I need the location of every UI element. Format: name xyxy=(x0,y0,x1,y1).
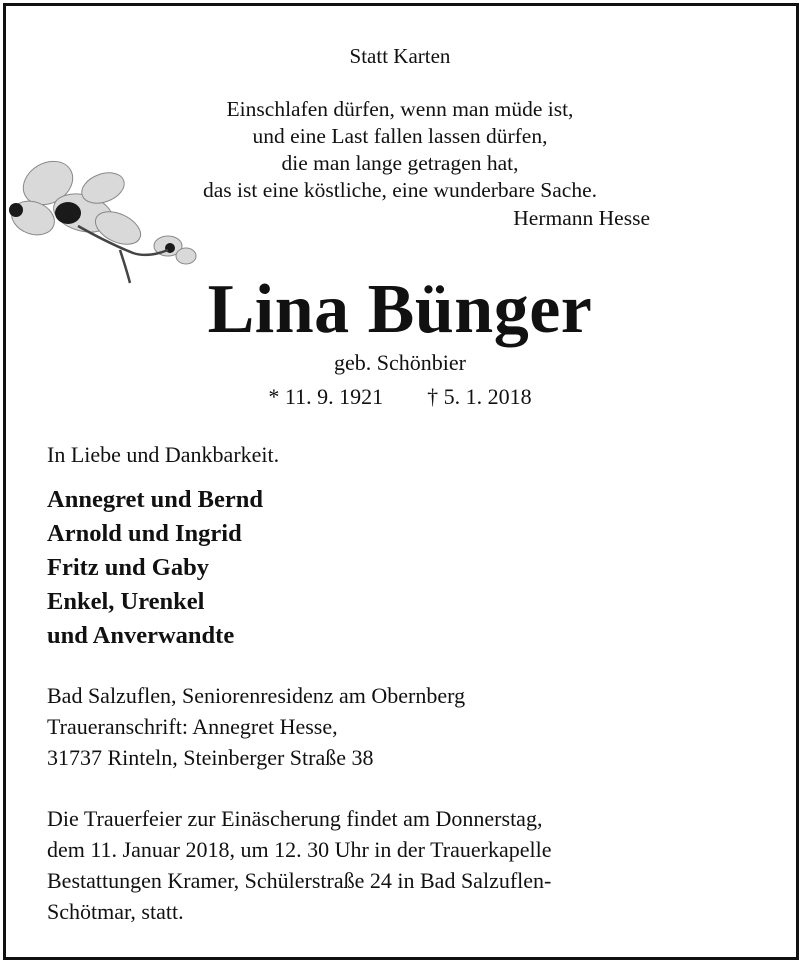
family-member: Enkel, Urenkel xyxy=(47,588,205,615)
ceremony-line: dem 11. Januar 2018, um 12. 30 Uhr in der Trauerkapelle xyxy=(47,837,552,862)
header-label: Statt Karten xyxy=(349,44,451,68)
family-list xyxy=(47,483,263,653)
ceremony-line: Schötmar, statt. xyxy=(47,899,184,924)
poem-line: und eine Last fallen lassen dürfen, xyxy=(252,124,548,148)
family-member: Arnold und Ingrid xyxy=(47,520,242,547)
address-line: Traueranschrift: Annegret Hesse, xyxy=(47,714,338,739)
life-dates xyxy=(0,384,800,410)
family-member: und Anverwandte xyxy=(47,622,235,649)
poem-author: Hermann Hesse xyxy=(513,206,650,230)
birth-name: geb. Schönbier xyxy=(334,350,466,375)
death-date: † 5. 1. 2018 xyxy=(427,384,532,409)
ceremony-info xyxy=(47,803,551,927)
address-line: Bad Salzuflen, Seniorenresidenz am Obernberg xyxy=(47,683,466,708)
birth-date: * 11. 9. 1921 xyxy=(268,384,384,409)
address-block xyxy=(47,680,465,773)
deceased-name: Lina Bünger xyxy=(207,271,593,348)
poem xyxy=(0,96,800,204)
poem-line: Einschlafen dürfen, wenn man müde ist, xyxy=(226,97,574,121)
address-line: 31737 Rinteln, Steinberger Straße 38 xyxy=(47,745,374,770)
family-member: Fritz und Gaby xyxy=(47,554,209,581)
intro-text: In Liebe und Dankbarkeit. xyxy=(47,442,280,467)
family-member: Annegret und Bernd xyxy=(47,486,264,513)
ceremony-line: Die Trauerfeier zur Einäscherung findet am Donnerstag, xyxy=(47,806,543,831)
ceremony-line: Bestattungen Kramer, Schülerstraße 24 in Bad Salzuflen- xyxy=(47,868,552,893)
poem-line: das ist eine köstliche, eine wunderbare Sache. xyxy=(202,178,598,202)
poem-line: die man lange getragen hat, xyxy=(281,151,519,175)
